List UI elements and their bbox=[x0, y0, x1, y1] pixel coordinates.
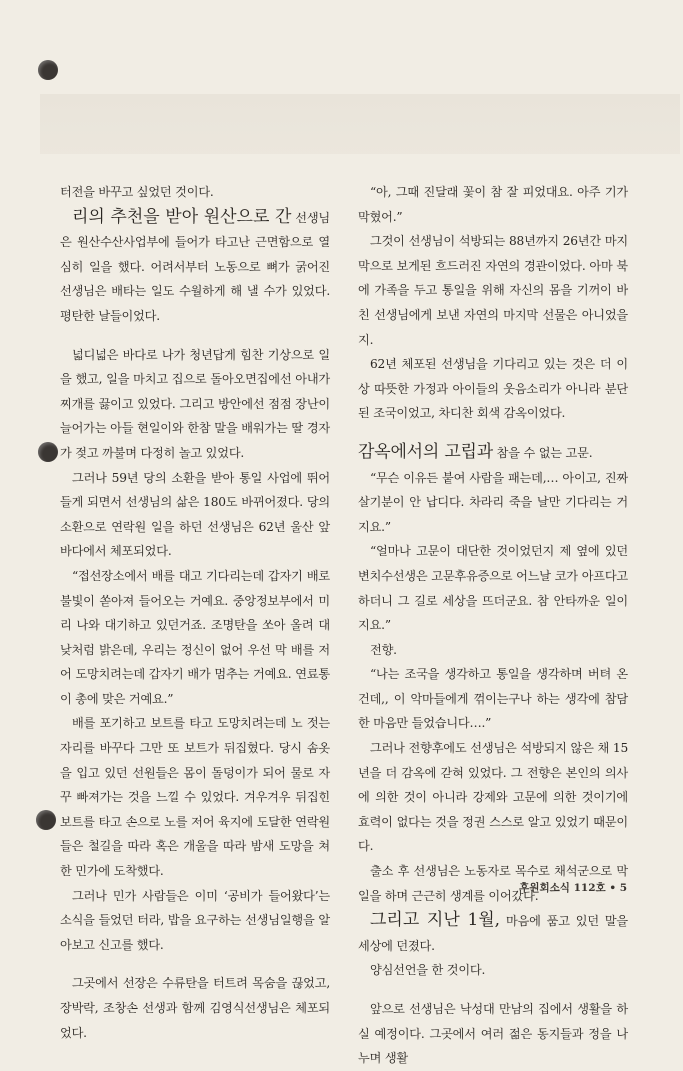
paragraph: 그것이 선생님이 석방되는 88년까지 26년간 마지막으로 보게된 흐드러진 자연의 경관이었다. 아마 북에 가족을 두고 통일을 위해 자신의 몸을 기꺼이 바친 선생님에게 보낸 자연의 마지막 선물은 아니었을지. bbox=[358, 234, 628, 347]
quote-paragraph: “접선장소에서 배를 대고 기다리는데 갑자기 배로 불빛이 쏟아져 들어오는 거예요. 중앙정보부에서 미리 나와 대기하고 있던거죠. 조명탄을 쏘아 올려 대낮처럼 밝은데, 우리는 정신이 없어 우선 막 배를 저어 도망치려는데 갑자기 배가 멈추는 거예요. 연료통이 총에 맞은 거예요.” bbox=[60, 568, 330, 706]
paragraph: 그리고 지난 1월, 마음에 품고 있던 말을 세상에 던졌다. bbox=[358, 910, 629, 953]
quote-paragraph: “무슨 이유든 붙여 사람을 패는데,… 아이고, 진짜 살기분이 안 납디다. 차라리 죽을 날만 기다리는 거지요.” bbox=[358, 470, 628, 534]
left-column bbox=[60, 180, 330, 1045]
paragraph: 배를 포기하고 보트를 타고 도망치려는데 노 젓는 자리를 바꾸다 그만 또 보트가 뒤집혔다. 당시 솜옷을 입고 있던 선원들은 몸이 돌덩이가 되어 물로 자꾸 빠져가는 것을 느낄 수 있었다. 겨우겨우 뒤집힌 보트를 타고 손으로 노를 저어 육지에 도달한 연락원들은 철길을 따라 혹은 개울을 따라 밤새 도망을 쳐 한 민가에 도착했다. bbox=[60, 716, 330, 879]
paragraph: 그러나 전향후에도 선생님은 석방되지 않은 채 15년을 더 감옥에 갇혀 있었다. 그 전향은 본인의 의사에 의한 것이 아니라 강제와 고문에 의한 것이기에 효력이 없다는 것을 정권 스스로 알고 있었기 때문이다. bbox=[358, 741, 628, 854]
quote-paragraph: “아, 그때 진달래 꽃이 참 잘 피었대요. 아주 기가 막혔어.” bbox=[358, 185, 628, 224]
page-footer: 후원회소식 112호 • 5 bbox=[519, 882, 627, 894]
paragraph: 전향. bbox=[370, 642, 397, 657]
quote-paragraph: “나는 조국을 생각하고 통일을 생각하며 버텨 온 건데,, 이 악마들에게 꺾이는구나 하는 생각에 참담한 마음만 들었습니다….” bbox=[358, 667, 628, 731]
binder-hole-bottom bbox=[36, 810, 56, 830]
paragraph: 앞으로 선생님은 낙성대 만남의 집에서 생활을 하실 예정이다. 그곳에서 여러 젊은 동지들과 정을 나누며 생활 bbox=[358, 1002, 628, 1066]
paragraph: 터전을 바꾸고 싶었던 것이다. bbox=[60, 185, 214, 199]
section-heading: 감옥에서의 고립과 참을 수 없는 고문. bbox=[358, 441, 593, 462]
paragraph: 62년 체포된 선생님을 기다리고 있는 것은 더 이상 따뜻한 가정과 아이들의 웃음소리가 아니라 분단된 조국이었고, 차디찬 회색 감옥이었다. bbox=[358, 357, 628, 421]
quote-paragraph: “얼마나 고문이 대단한 것이었던지 제 옆에 있던 변치수선생은 고문후유증으로 어느날 코가 아프다고 하더니 그 길로 세상을 뜨더군요. 참 안타까운 일이지요.” bbox=[358, 544, 628, 633]
paragraph: 그러나 민가 사람들은 이미 ‘공비가 들어왔다’는 소식을 들었던 터라, 밥을 요구하는 선생님일행을 알아보고 신고를 했다. bbox=[60, 888, 330, 952]
lead-phrase: 리의 추천을 받아 원산으로 간 bbox=[72, 206, 292, 227]
heading-lead: 감옥에서의 고립과 bbox=[358, 441, 493, 462]
right-column bbox=[358, 180, 628, 1071]
binder-hole-top bbox=[38, 60, 58, 80]
paragraph: 넓디넓은 바다로 나가 청년답게 힘찬 기상으로 일을 했고, 일을 마치고 집으로 돌아오면집에선 아내가 찌개를 끓이고 있었다. 그리고 방안에선 점점 장난이 늘어가는 아들 현일이와 한참 말을 배워가는 딸 경자가 젖고 까불며 다정히 놀고 있었다. bbox=[60, 347, 330, 460]
paragraph: 그러나 59년 당의 소환을 받아 통일 사업에 뛰어들게 되면서 선생님의 삶은 180도 바뀌어졌다. 당의 소환으로 연락원 일을 하던 선생님은 62년 울산 앞바다에서 체포되었다. bbox=[60, 470, 330, 559]
paragraph: 출소 후 선생님은 노동자로 목수로 채석군으로 막일을 하며 근근히 생계를 이어갔다. bbox=[358, 864, 628, 903]
lead-phrase: 그리고 지난 1월, bbox=[370, 910, 501, 931]
paragraph: 리의 추천을 받아 원산으로 간 선생님은 원산수산사업부에 들어가 타고난 근면함으로 열심히 일을 했다. 어려서부터 노동으로 뼈가 굵어진 선생님은 배타는 일도 수월하게 해 낼 수가 있었다. 평탄한 날들이었다. bbox=[60, 206, 330, 323]
binder-hole-middle bbox=[38, 442, 58, 462]
paragraph: 양심선언을 한 것이다. bbox=[370, 963, 486, 978]
paragraph: 그곳에서 선장은 수류탄을 터트려 목숨을 끊었고, 장박락, 조창손 선생과 함께 김영식선생님은 체포되었다. bbox=[60, 976, 330, 1040]
bleed-through-band bbox=[40, 94, 680, 154]
